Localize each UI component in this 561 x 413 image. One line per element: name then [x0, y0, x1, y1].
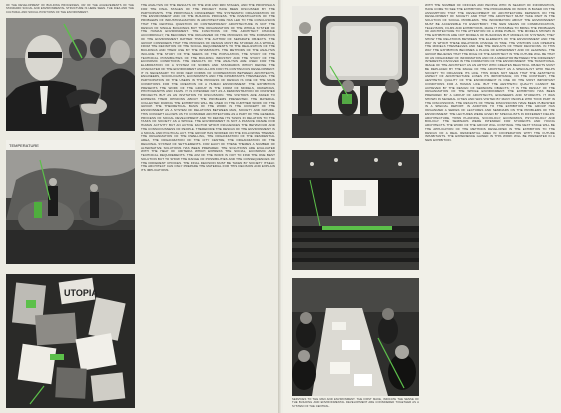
svg-text:TEMPERATURE: TEMPERATURE — [9, 143, 39, 148]
caption-bottom-right — [292, 398, 419, 410]
right-page-text-column — [425, 4, 555, 408]
photo-auditorium-screen — [292, 150, 419, 270]
left-page-text-column — [141, 4, 275, 408]
svg-text:UTOPIA: UTOPIA — [64, 288, 98, 298]
right-page-body-text: WITH THE NUMBER OF OFFICES AND PEOPLE WHO IN SEARCH OF INFORMATION, HAVE COME TO SEE THE EXHIBITION. THE PROGRAMME OF WORK IS BASED ON THE ASSUMPTION THAT THE DEVELOPMENT OF ARCHITECTURE DEPENDS ON THE DEVELOPMENT OF SOCIETY AND THAT THE ARCHITECT MUST TAKE PART IN THE SOLUTION OF SOCIAL PROBLEMS. THE INFORMATION ABOUT THE ENVIRONMENT MUST BE ACCESSIBLE TO EVERYBODY. THE NEW MEANS OF COMMUNICATION, TELEVISION, FILMS AND EXHIBITIONS, MAKE IT POSSIBLE TO BRING THE PROBLEMS OF ARCHITECTURE TO THE ATTENTION OF A WIDE PUBLIC. THE MODELS SHOWN IN THE EXHIBITION ARE NOT MODELS OF BUILDINGS BUT MODELS OF SYSTEMS; THEY SHOW THE RELATIONS BETWEEN THE ELEMENTS OF THE ENVIRONMENT AND THE WAY IN WHICH THESE RELATIONS CHANGE IN TIME. THE VISITORS CAN OPERATE THE MODELS THEMSELVES AND SEE THE RESULTS OF THEIR DECISIONS. IN THIS WAY THE EXHIBITION BECOMES A PLACE OF EXPERIMENT AND OF LEARNING. THE GROUP BELIEVES THAT THE ROLE OF THE ARCHITECT IN THE FUTURE WILL BE THAT OF AN ORGANIZER OF INFORMATION AND OF A MEDIATOR BETWEEN THE DIFFERENT INTERESTS INVOLVED IN THE FORMATION OF THE ENVIRONMENT. THE TRADITIONAL IMAGE OF THE ARCHITECT AS AN ARTIST WHO CREATES BEAUTIFUL OBJECTS MUST BE REPLACED BY THE IMAGE OF THE ARCHITECT AS A SPECIALIST WHO HELPS SOCIETY TO ORGANIZE ITS LIFE. THIS DOES NOT MEAN THAT THE AESTHETIC ASPECT OF ARCHITECTURE LOSES ITS IMPORTANCE; ON THE CONTRARY, THE AESTHETIC QUALITY OF THE ENVIRONMENT IS ONE OF THE MOST IMPORTANT CONDITIONS FOR A HUMAN LIFE. BUT THE AESTHETIC QUALITY CANNOT BE ACHIEVED BY THE DESIGN OF SEPARATE OBJECTS; IT IS THE RESULT OF THE ORGANIZATION OF THE WHOLE ENVIRONMENT. THE EXHIBITION HAS BEEN PREPARED BY A GROUP OF ARCHITECTS, ENGINEERS AND STUDENTS. IT WAS SHOWN IN SEVERAL CITIES AND WAS VISITED BY MANY PEOPLE WHO TOOK PART IN THE DISCUSSIONS. THE RESULTS OF THESE DISCUSSIONS HAVE BEEN PUBLISHED IN A SPECIAL REPORT. IN ADDITION TO THE EXHIBITION THE GROUP HAS ORGANIZED A SERIES OF LECTURES AND SEMINARS ON THE PROBLEMS OF THE ENVIRONMENT. THE LECTURES WERE GIVEN BY SPECIALISTS IN DIFFERENT FIELDS: ARCHITECTURE, TOWN PLANNING, SOCIOLOGY, ECONOMICS, PSYCHOLOGY AND BIOLOGY. THE SEMINARS WERE INTENDED FOR STUDENTS AND YOUNG ARCHITECTS. THE WORK OF THE GROUP WILL CONTINUE. THE NEXT STAGE WILL BE THE APPLICATION OF THE METHODS DEVELOPED IN THE EXHIBITION TO THE DESIGN OF A REAL RESIDENTIAL AREA IN COOPERATION WITH THE FUTURE INHABITANTS. THE EXPERIENCE GAINED IN THIS WORK WILL BE PRESENTED IN A NEW EXHIBITION. — [425, 4, 555, 142]
caption-bottom-text: SERVICES TO THE MAN AND ENVIRONMENT. THE FIRST MAKE, INDICATE THE SENSE OF THE BUILDING AND ENVIRONMENTAL DEVELOPMENT ARE CONSIDERED TOGETHER AS A SYSTEM OF THE CENTRAL. — [292, 398, 419, 408]
photo-magazine-collage — [6, 274, 135, 408]
photo-meeting-table — [292, 278, 419, 396]
photo-rock-scene — [6, 140, 135, 264]
caption-text: OF THE DEVELOPMENT OF BUILDING PROCESSES, OR OF THE ACHIEVEMENTS OF THE STANDARD SOCIAL AND ENVIRONMENTAL STRUCTURE IS HERE SEEN. THE IDEA AND THE CULTURAL AND SOCIAL POSITIONS OF THE ENVIRONMENT. — [6, 4, 134, 14]
photo-television-viewers — [292, 6, 419, 138]
photo-portraits — [6, 18, 135, 131]
left-page-body-text: THE ANALYSIS OF THE RESULTS OF THE 2ND AND 3RD STAGES, AND THE PROPOSALS FOR THE FINAL STAGES OF THE PROJECT HAVE BEEN DISCUSSED BY THE PARTICIPANTS. THE PROPOSALS CONCERNED THE SYSTEMATIC ORGANIZATION OF THE ENVIRONMENT AND OF THE BUILDING PROCESS. THE INVESTIGATION OF THE PROBLEMS OF INDUSTRIALIZATION IN ARCHITECTURE HAS LED TO THE CONCLUSION THAT THE CENTRAL QUESTION OF CONTEMPORARY ARCHITECTURE IS NOT THE DESIGN OF SINGLE BUILDINGS BUT THE ORGANIZATION OF THE WHOLE SYSTEM OF THE HUMAN ENVIRONMENT. THE FUNCTIONS OF THE ARCHITECT CHANGE ACCORDINGLY; HE BECOMES THE ORGANIZER OF THE PROCESS OF THE FORMATION OF THE ENVIRONMENT RATHER THAN THE AUTHOR OF SEPARATE OBJECTS. THE GROUP CONSIDERS THAT THE PROCESS OF DESIGN MUST BE STUDIED AS A WHOLE, FROM THE DEFINITION OF THE SOCIAL REQUIREMENTS TO THE REALIZATION OF THE BUILDINGS AND THEIR USE BY THE INHABITANTS. THE METHODS OF THE ANALYSIS INCLUDE THE STUDY OF THE NEEDS OF THE POPULATION, THE STUDY OF THE TECHNICAL POSSIBILITIES OF THE BUILDING INDUSTRY AND THE STUDY OF THE ECONOMIC CONDITIONS. THE RESULTS OF THE ANALYSIS ARE USED FOR THE ELABORATION OF A SYSTEM OF NORMS AND STANDARDS WHICH DEFINE THE CHARACTER OF THE ENVIRONMENT AND ALLOW FOR ITS CONTINUOUS DEVELOPMENT. IT IS NECESSARY TO FIND NEW FORMS OF COOPERATION BETWEEN ARCHITECTS, ENGINEERS, SOCIOLOGISTS, ECONOMISTS AND THE INHABITANTS THEMSELVES. THE PARTICIPATION OF THE USERS IN THE PROCESS OF DESIGN IS ONE OF THE MAIN CONDITIONS FOR THE CREATION OF A HUMAN ENVIRONMENT. THE EXHIBITION PRESENTS THE WORK OF THE GROUP IN THE FORM OF MODELS, DRAWINGS, PHOTOGRAPHS AND FILMS. IT IS INTENDED NOT AS A DEMONSTRATION OF FINISHED PROJECTS BUT AS AN INVITATION TO DISCUSSION. THE VISITORS ARE ASKED TO EXPRESS THEIR OPINIONS ABOUT THE PROBLEMS PRESENTED. THE MATERIAL COLLECTED DURING THE EXHIBITION WILL BE USED IN THE FURTHER WORK OF THE GROUP. THE THEORETICAL BASIS OF THE WORK IS THE CONCEPT OF THE ENVIRONMENT AS A SYSTEM OF RELATIONS BETWEEN MAN, SOCIETY AND NATURE. THIS CONCEPT ALLOWS US TO CONSIDER ARCHITECTURE AS A PART OF THE GENERAL PROCESS OF SOCIAL DEVELOPMENT AND TO DEFINE ITS TASKS IN RELATION TO THE TASKS OF SOCIETY AS A WHOLE. THE ENVIRONMENT IS NOT A PASSIVE FRAME FOR HUMAN ACTIVITY BUT AN ACTIVE FACTOR WHICH INFLUENCES THE BEHAVIOUR AND THE CONSCIOUSNESS OF PEOPLE. THEREFORE THE DESIGN OF THE ENVIRONMENT IS A SOCIAL AND POLITICAL ACT. THE GROUP HAS WORKED ON THE FOLLOWING THEMES: THE ORGANIZATION OF THE DWELLING, THE ORGANIZATION OF THE RESIDENTIAL AREA, THE ORGANIZATION OF THE CITY CENTRE, THE ORGANIZATION OF THE REGIONAL SYSTEM OF SETTLEMENTS. FOR EACH OF THESE THEMES A NUMBER OF ALTERNATIVE SOLUTIONS HAS BEEN PREPARED. THE SOLUTIONS ARE EVALUATED WITH THE HELP OF CRITERIA WHICH EXPRESS THE SOCIAL, ECONOMIC AND TECHNICAL REQUIREMENTS. THE AIM OF THE WORK IS NOT TO FIND THE ONE BEST SOLUTION BUT TO SHOW THE RANGE OF POSSIBILITIES AND THE CONSEQUENCES OF THE DIFFERENT CHOICES. THE FINAL DECISION MUST BE TAKEN BY SOCIETY ITSELF. THE ARCHITECT CAN ONLY PREPARE THE MATERIAL FOR THIS DECISION AND EXPLAIN ITS IMPLICATIONS. — [141, 4, 275, 172]
right-page — [283, 0, 561, 413]
